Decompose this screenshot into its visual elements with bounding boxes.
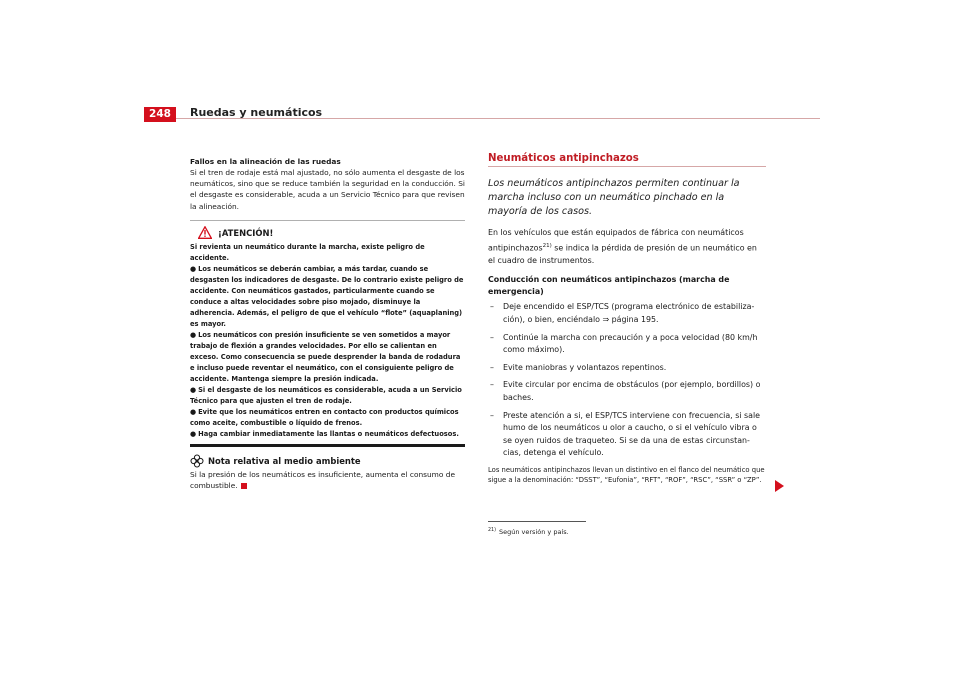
warning-box <box>190 220 465 447</box>
step-item: – Preste atención a si, el ESP/TCS interviene con frecuencia, si sale humo de los neumáticos u olor a caucho, o si el vehículo vibra o se oyen ruidos de traqueteo. Si se da una de estas circunstan-cias, detenga el vehículo. <box>488 410 766 460</box>
footnote-ref: 21) <box>542 242 552 249</box>
footnote: $^{21)}$ Según versión y país. <box>488 528 569 537</box>
warning-intro: Si revienta un neumático durante la marcha, existe peligro de accidente. <box>190 242 425 262</box>
flower-icon <box>190 454 204 468</box>
alignment-text: Si el tren de rodaje está mal ajustado, no sólo aumenta el desgaste de los neumáticos, sino que se reduce también la seguridad en la conducción. Si el desgaste es considerable, acuda a un Servicio Técnico para que revisen la alineación. <box>190 168 465 211</box>
eco-text: Si la presión de los neumáticos es insuficiente, aumenta el consumo de combustible. <box>190 469 455 491</box>
right-column <box>488 153 766 485</box>
run-flat-intro: En los vehículos que están equipados de fábrica con neumáticos antipinchazos$^{21)}$ se indica la pérdida de presión de un neumático en el cuadro de instrumentos. <box>488 228 757 265</box>
footnote-rule <box>488 521 586 522</box>
warning-title: ¡ATENCIÓN! <box>218 227 274 238</box>
bullet-icon: ● <box>190 407 197 416</box>
bullet-icon: ● <box>190 330 197 339</box>
step-item: – Continúe la marcha con precaución y a poca velocidad (80 km/h como máximo). <box>488 332 766 357</box>
eco-header <box>190 453 465 469</box>
section-title: Ruedas y neumáticos <box>190 106 323 119</box>
continue-arrow-icon <box>775 480 784 492</box>
step-item: – Evite maniobras y volantazos repentinos. <box>488 362 766 375</box>
warning-bullet: ● Evite que los neumáticos entren en contacto con productos químicos como aceite, combustible o líquido de frenos. <box>190 407 459 427</box>
warning-header <box>190 224 465 242</box>
run-flat-title: Neumáticos antipinchazos <box>488 153 766 167</box>
bullet-icon: ● <box>190 429 197 438</box>
emergency-subheading: Conducción con neumáticos antipinchazos (marcha de emergencia) <box>488 275 730 297</box>
warning-bullet: ● Haga cambiar inmediatamente las llantas o neumáticos defectuosos. <box>190 429 459 438</box>
warning-triangle-icon <box>198 226 212 239</box>
bullet-icon: ● <box>190 385 197 394</box>
warning-bullet: ● Los neumáticos se deberán cambiar, a más tardar, cuando se desgasten los indicadores de desgaste. De lo contrario existe peligro de accidente. Con neumáticos gastados, particularmente cuando se conduce a altas velocidades sobre piso mojado, disminuye la adherencia. Además, el peligro de que el vehículo “flote” (aquaplaning) es mayor. <box>190 264 464 328</box>
run-flat-lead: Los neumáticos antipinchazos permiten continuar la marcha incluso con un neumático pinchado en la mayoría de los casos. <box>488 178 740 217</box>
page-number: 248 <box>144 107 176 122</box>
warning-bullet: ● Los neumáticos con presión insuficiente se ven sometidos a mayor trabajo de flexión a grandes velocidades. Por ello se calientan en exceso. Como consecuencia se puede desprender la banda de rodadura e incluso puede reventar el neumático, con el consiguiente peligro de accidente. Mantenga siempre la presión indicada. <box>190 330 461 383</box>
run-flat-note: Los neumáticos antipinchazos llevan un distintivo en el flanco del neumático que sigue a la denominación: “DSST”, “Eufonia”, “RFT”, “ROF”, “RSC”, “SSR” o “ZP”. <box>488 465 765 484</box>
alignment-heading: Fallos en la alineación de las ruedas <box>190 157 341 166</box>
bullet-icon: ● <box>190 264 197 273</box>
end-marker-icon <box>241 483 247 489</box>
left-column <box>190 156 465 491</box>
eco-note <box>190 453 465 491</box>
step-item: – Deje encendido el ESP/TCS (programa electrónico de estabiliza-ción), o bien, enciéndalo ⇒ página 195. <box>488 301 766 326</box>
eco-title: Nota relativa al medio ambiente <box>208 455 361 466</box>
step-item: – Evite circular por encima de obstáculos (por ejemplo, bordillos) o baches. <box>488 379 766 404</box>
warning-bullet: ● Si el desgaste de los neumáticos es considerable, acuda a un Servicio Técnico para que ajusten el tren de rodaje. <box>190 385 462 405</box>
